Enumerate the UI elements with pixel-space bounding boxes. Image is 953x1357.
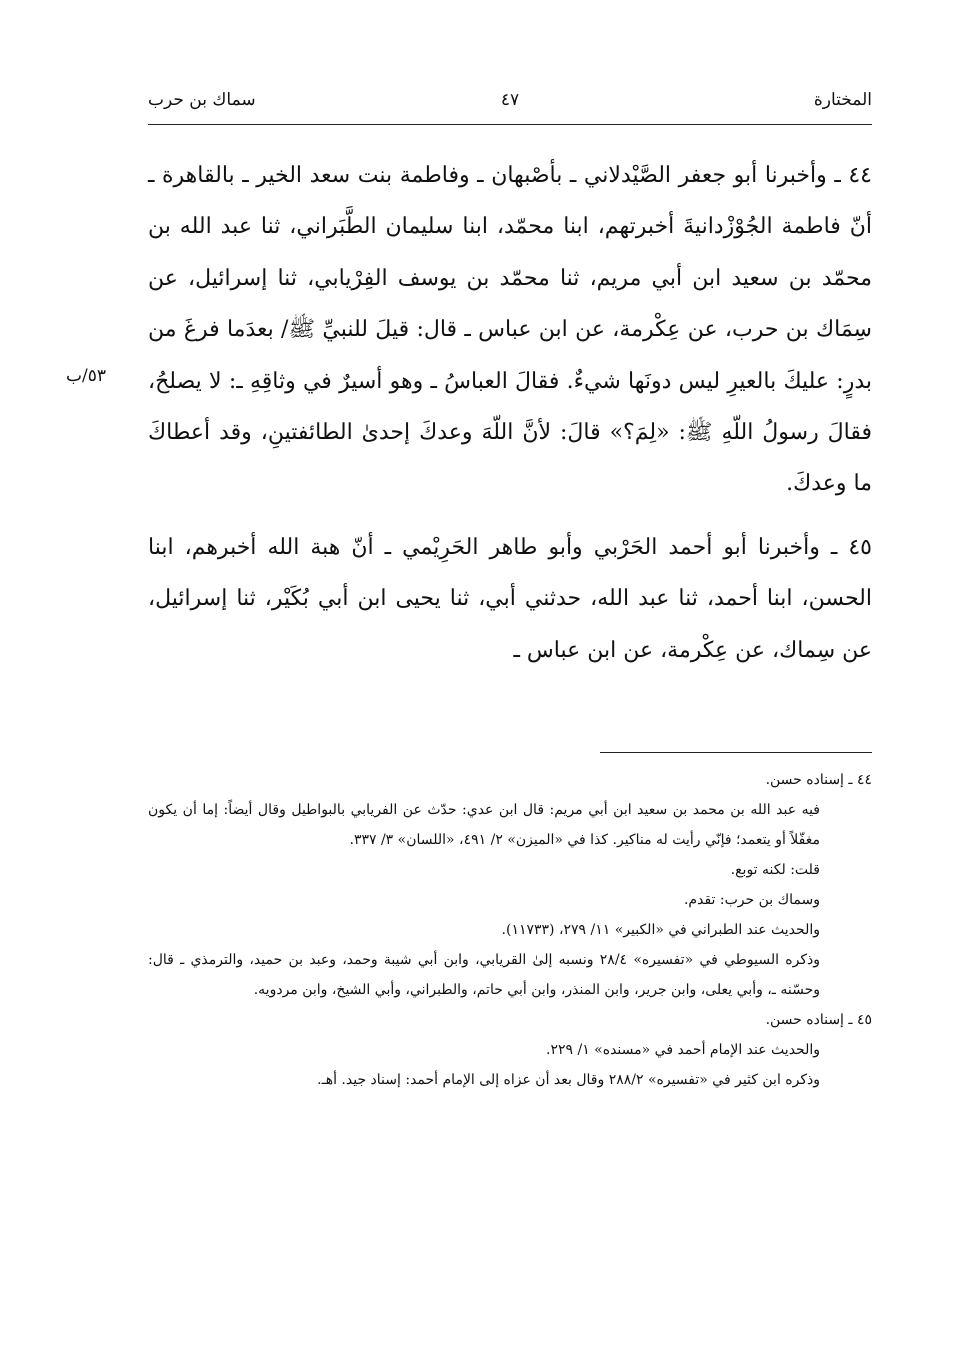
footnote-44-line: والحديث عند الطبراني في «الكبير» ١١/ ٢٧٩، (١١٧٣٣). bbox=[501, 922, 820, 938]
footnote-44-heading: ٤٤ ـ إسناده حسن. bbox=[765, 772, 872, 788]
running-header bbox=[148, 88, 872, 124]
footnote-45-heading: ٤٥ ـ إسناده حسن. bbox=[765, 1012, 872, 1028]
book-title: المختارة bbox=[813, 90, 872, 110]
footnote-44-text: فيه عبد الله بن محمد بن سعيد ابن أبي مريم: قال ابن عدي: حدّث عن الفريابي بالبواطيل وقال أيضاً: إما أن يكون مغفّلاً أو يتعمد؛ فإنّي رأيت له مناكير. كذا في «الميزن» ٢/ ٤٩١، «اللسان» ٣/ ٣٣٧. bbox=[148, 802, 820, 848]
main-text bbox=[148, 150, 872, 676]
footnote-44-line: قلت: لكنه توبع. bbox=[730, 862, 820, 878]
footnote-45-line: والحديث عند الإمام أحمد في «مسنده» ١/ ٢٢٩. bbox=[546, 1042, 820, 1058]
manuscript-folio-note: ٥٣/ب bbox=[66, 366, 106, 386]
header-divider bbox=[148, 124, 872, 125]
page-number: ٤٧ bbox=[500, 90, 520, 110]
hadith-44: ٤٤ ـ وأخبرنا أبو جعفر الصَّيْدلاني ـ بأصْبهان ـ وفاطمة بنت سعد الخير ـ بالقاهرة ـ أنّ فاطمة الجُوْزْدانيةَ أخبرتهم، ابنا محمّد، ابنا سليمان الطَّبَراني، ثنا عبد الله بن محمّد بن سعيد ابن أبي مريم، ثنا محمّد بن يوسف الفِرْيابي، ثنا إسرائيل، عن سِمَاك بن حرب، عن عِكْرمة، عن ابن عباس ـ قال: قيلَ للنبيِّ ﷺ/ بعدَما فرغَ من بدرٍ: عليكَ بالعيرِ ليس دونَها شيءٌ. فقالَ العباسُ ـ وهو أسيرٌ في وثاقِهِ ـ: لا يصلحُ، فقالَ رسولُ اللّهِ ﷺ: «لِمَ؟» قالَ: لأنَّ اللّهَ وعدكَ إحدىٰ الطائفتينِ، وقد أعطاكَ ما وعدكَ. bbox=[148, 163, 872, 497]
footnote-45-text: وذكره ابن كثير في «تفسيره» ٢٨٨/٢ وقال بعد أن عزاه إلى الإمام أحمد: إسناد جيد. أهـ. bbox=[317, 1072, 820, 1088]
footnotes bbox=[148, 765, 872, 1095]
footnote-divider bbox=[600, 752, 872, 753]
chapter-title: سماك بن حرب bbox=[148, 90, 256, 110]
footnote-44-line: وسماك بن حرب: تقدم. bbox=[683, 892, 820, 908]
footnote-44-text: وذكره السيوطي في «تفسيره» ٢٨/٤ ونسبه إلىٰ القريابي، وابن أبي شيبة وحمد، وعبد بن حميد، والترمذي ـ قال: وحسّنه ـ، وأبي يعلى، وابن جرير، وابن المنذر، وابن أبي حاتم، والطبراني، وأبي الشيخ، وابن مردويه. bbox=[148, 952, 820, 998]
hadith-45: ٤٥ ـ وأخبرنا أبو أحمد الحَرْبي وأبو طاهر الحَرِيْمي ـ أنّ هبة الله أخبرهم، ابنا الحسن، ابنا أحمد، ثنا عبد الله، حدثني أبي، ثنا يحيى ابن أبي بُكَيْر، ثنا إسرائيل، عن سِماك، عن عِكْرمة، عن ابن عباس ـ bbox=[148, 534, 872, 663]
